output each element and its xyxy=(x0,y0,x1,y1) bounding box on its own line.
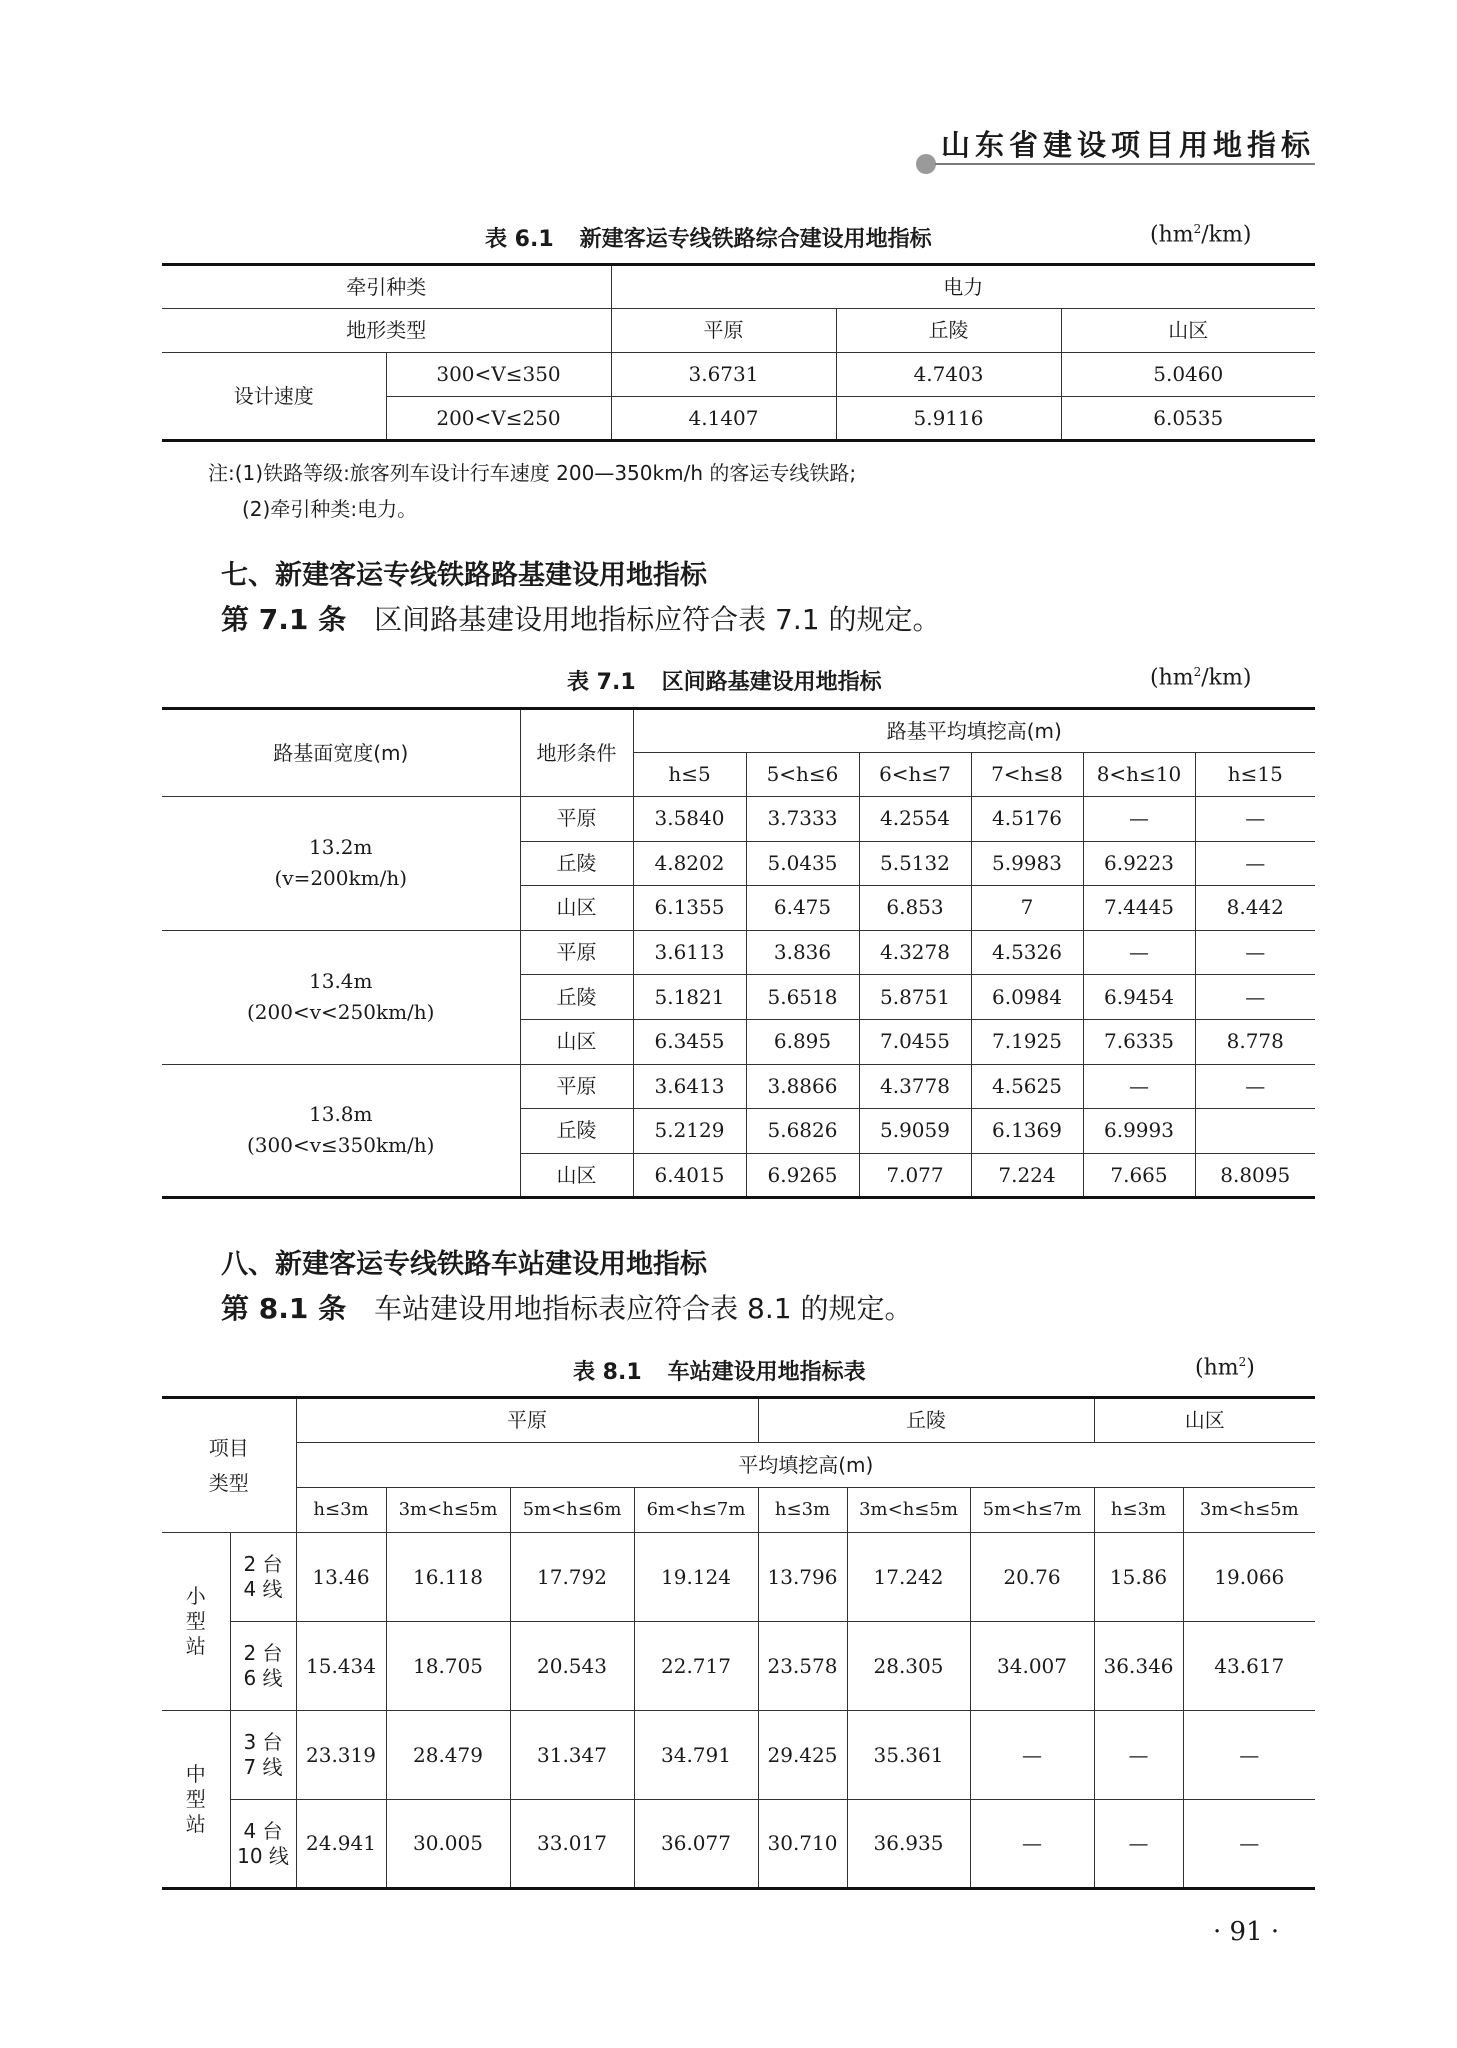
table-cell: 6.9454 xyxy=(1083,975,1195,1020)
table-cell: 13.46 xyxy=(296,1533,386,1622)
article-8-1 xyxy=(221,1287,912,1327)
table-cell: 6.895 xyxy=(746,1019,859,1064)
table-cell: 6.9223 xyxy=(1083,841,1195,886)
table-cell: 5.0435 xyxy=(746,841,859,886)
table-7-1 xyxy=(162,707,1315,1199)
table-cell: 29.425 xyxy=(758,1711,847,1800)
fill-range-header: h≤3m xyxy=(296,1488,386,1533)
station-type-small: 小 型 站 xyxy=(162,1533,230,1711)
table-6-1-unit: $(hm^2/km)$ xyxy=(1150,222,1252,248)
terrain-header: 丘陵 xyxy=(836,309,1061,353)
table-6-1-note-1: 注:(1)铁路等级:旅客列车设计行车速度 200—350km/h 的客运专线铁路; xyxy=(208,461,857,485)
table-7-1-number: 表 7.1 xyxy=(567,670,636,695)
table-cell: 6.9993 xyxy=(1083,1109,1195,1154)
table-cell: 3.6113 xyxy=(633,930,746,975)
platform-lines-cell: 2 台 4 线 xyxy=(230,1533,296,1622)
terrain-cell: 平原 xyxy=(520,1064,633,1109)
table-cell: 17.792 xyxy=(510,1533,634,1622)
roadbed-width-label: 路基面宽度(m) xyxy=(162,709,520,797)
article-7-1 xyxy=(221,598,940,638)
table-cell: — xyxy=(1083,930,1195,975)
terrain-cell: 山区 xyxy=(520,1019,633,1064)
page-number: · 91 · xyxy=(1213,1917,1280,1947)
table-cell: 8.8095 xyxy=(1195,1153,1315,1198)
table-cell: 6.9265 xyxy=(746,1153,859,1198)
table-cell: 6.853 xyxy=(859,886,971,931)
design-speed-value: (300<v≤350km/h) xyxy=(247,1133,435,1158)
table-6-1-number: 表 6.1 xyxy=(485,227,554,252)
table-cell: 43.617 xyxy=(1183,1622,1315,1711)
station-type-medium: 中 型 站 xyxy=(162,1711,230,1889)
table-cell: 22.717 xyxy=(634,1622,758,1711)
table-cell: — xyxy=(1195,975,1315,1020)
fill-range-header: 5m<h≤7m xyxy=(970,1488,1094,1533)
type-label: 类型 xyxy=(208,1470,249,1495)
table-cell: — xyxy=(1094,1711,1183,1800)
table-cell: — xyxy=(1195,930,1315,975)
table-cell: 7.4445 xyxy=(1083,886,1195,931)
table-cell: 13.796 xyxy=(758,1533,847,1622)
table-cell: 30.710 xyxy=(758,1800,847,1889)
table-cell: 23.578 xyxy=(758,1622,847,1711)
fill-range-header: 5<h≤6 xyxy=(746,753,859,797)
fill-range-header: 3m<h≤5m xyxy=(386,1488,510,1533)
table-6-1-caption xyxy=(485,222,932,253)
terrain-header: 平原 xyxy=(296,1398,758,1443)
design-speed-label: 设计速度 xyxy=(162,353,386,441)
table-cell: 4.1407 xyxy=(611,397,836,441)
roadbed-width-group xyxy=(162,797,520,931)
roadbed-width-group xyxy=(162,1064,520,1198)
table-cell: — xyxy=(970,1711,1094,1800)
terrain-header: 平原 xyxy=(611,309,836,353)
table-cell: 6.4015 xyxy=(633,1153,746,1198)
table-cell: 3.7333 xyxy=(746,797,859,842)
table-cell: 31.347 xyxy=(510,1711,634,1800)
table-cell: — xyxy=(1195,797,1315,842)
table-cell: 6.475 xyxy=(746,886,859,931)
fill-range-header: 6<h≤7 xyxy=(859,753,971,797)
table-cell: 3.8866 xyxy=(746,1064,859,1109)
table-6-1 xyxy=(162,263,1315,442)
table-cell: 4.8202 xyxy=(633,841,746,886)
section-7-heading: 七、新建客运专线铁路路基建设用地指标 xyxy=(221,560,707,591)
fill-range-header: h≤3m xyxy=(758,1488,847,1533)
table-8-1-caption xyxy=(573,1355,866,1386)
table-cell: 36.346 xyxy=(1094,1622,1183,1711)
table-cell: 16.118 xyxy=(386,1533,510,1622)
speed-range: 300<V≤350 xyxy=(386,353,611,397)
table-cell: 4.2554 xyxy=(859,797,971,842)
table-cell: 7.0455 xyxy=(859,1019,971,1064)
table-cell: 4.7403 xyxy=(836,353,1061,397)
table-cell: — xyxy=(1183,1800,1315,1889)
table-8-1-number: 表 8.1 xyxy=(573,1360,642,1385)
fill-range-header: 6m<h≤7m xyxy=(634,1488,758,1533)
table-cell: 3.5840 xyxy=(633,797,746,842)
table-cell: 5.6518 xyxy=(746,975,859,1020)
article-text: 区间路基建设用地指标应符合表 7.1 的规定。 xyxy=(374,603,941,636)
running-header-title: 山东省建设项目用地指标 xyxy=(940,128,1315,162)
platform-lines-cell: 2 台 6 线 xyxy=(230,1622,296,1711)
design-speed-value: (200<v<250km/h) xyxy=(247,1000,435,1025)
table-cell: 5.1821 xyxy=(633,975,746,1020)
table-8-1 xyxy=(162,1396,1315,1890)
table-6-1-note-2: (2)牵引种类:电力。 xyxy=(242,497,418,521)
table-cell: 5.9059 xyxy=(859,1109,971,1154)
table-cell: 23.319 xyxy=(296,1711,386,1800)
section-8-heading: 八、新建客运专线铁路车站建设用地指标 xyxy=(221,1249,707,1280)
table-cell: 7.224 xyxy=(971,1153,1083,1198)
table-cell: 28.305 xyxy=(847,1622,970,1711)
table-cell xyxy=(1195,1109,1315,1154)
article-number: 第 7.1 条 xyxy=(221,603,347,636)
table-cell: 36.077 xyxy=(634,1800,758,1889)
table-cell: — xyxy=(1094,1800,1183,1889)
table-cell: 3.836 xyxy=(746,930,859,975)
traction-label: 牵引种类 xyxy=(162,265,611,309)
table-cell: 20.76 xyxy=(970,1533,1094,1622)
table-cell: 7.6335 xyxy=(1083,1019,1195,1064)
table-cell: 5.9983 xyxy=(971,841,1083,886)
roadbed-width-group xyxy=(162,930,520,1064)
header-dot-decoration xyxy=(916,154,936,174)
terrain-cell: 丘陵 xyxy=(520,975,633,1020)
table-cell: 5.5132 xyxy=(859,841,971,886)
fill-range-header: h≤5 xyxy=(633,753,746,797)
terrain-header: 山区 xyxy=(1094,1398,1315,1443)
table-cell: 36.935 xyxy=(847,1800,970,1889)
roadbed-width-value: 13.8m xyxy=(309,1102,373,1127)
terrain-header: 丘陵 xyxy=(758,1398,1094,1443)
table-cell: — xyxy=(1083,797,1195,842)
table-cell: 6.1369 xyxy=(971,1109,1083,1154)
terrain-cell: 山区 xyxy=(520,1153,633,1198)
terrain-type-label: 地形类型 xyxy=(162,309,611,353)
table-cell: 3.6731 xyxy=(611,353,836,397)
speed-range: 200<V≤250 xyxy=(386,397,611,441)
table-cell: 5.2129 xyxy=(633,1109,746,1154)
table-cell: 7.1925 xyxy=(971,1019,1083,1064)
item-type-header xyxy=(162,1398,296,1533)
table-cell: 6.1355 xyxy=(633,886,746,931)
terrain-header: 山区 xyxy=(1061,309,1315,353)
design-speed-value: (v=200km/h) xyxy=(274,866,408,891)
table-cell: 8.778 xyxy=(1195,1019,1315,1064)
table-cell: 4.5625 xyxy=(971,1064,1083,1109)
fill-range-header: 5m<h≤6m xyxy=(510,1488,634,1533)
table-cell: 4.3278 xyxy=(859,930,971,975)
fill-range-header: 7<h≤8 xyxy=(971,753,1083,797)
table-cell: 6.0535 xyxy=(1061,397,1315,441)
table-cell: 35.361 xyxy=(847,1711,970,1800)
table-cell: 24.941 xyxy=(296,1800,386,1889)
table-cell: 34.791 xyxy=(634,1711,758,1800)
fill-height-label: 路基平均填挖高(m) xyxy=(633,709,1315,753)
platform-lines-cell: 3 台 7 线 xyxy=(230,1711,296,1800)
table-cell: 30.005 xyxy=(386,1800,510,1889)
table-cell: 15.86 xyxy=(1094,1533,1183,1622)
table-cell: 7.665 xyxy=(1083,1153,1195,1198)
table-cell: — xyxy=(1195,841,1315,886)
table-cell: 5.9116 xyxy=(836,397,1061,441)
item-label: 项目 xyxy=(208,1435,249,1460)
table-cell: 6.3455 xyxy=(633,1019,746,1064)
table-cell: 8.442 xyxy=(1195,886,1315,931)
fill-range-header: h≤3m xyxy=(1094,1488,1183,1533)
table-cell: 4.3778 xyxy=(859,1064,971,1109)
table-cell: 7.077 xyxy=(859,1153,971,1198)
table-cell: 5.8751 xyxy=(859,975,971,1020)
table-cell: 17.242 xyxy=(847,1533,970,1622)
terrain-cell: 山区 xyxy=(520,886,633,931)
table-cell: 15.434 xyxy=(296,1622,386,1711)
table-cell: 34.007 xyxy=(970,1622,1094,1711)
table-cell: 18.705 xyxy=(386,1622,510,1711)
platform-lines-cell: 4 台 10 线 xyxy=(230,1800,296,1889)
header-rule xyxy=(935,163,1315,165)
roadbed-width-value: 13.2m xyxy=(309,835,373,860)
table-cell: 28.479 xyxy=(386,1711,510,1800)
table-cell: 5.0460 xyxy=(1061,353,1315,397)
table-7-1-caption xyxy=(567,665,882,696)
table-7-1-title: 区间路基建设用地指标 xyxy=(661,670,882,695)
table-cell: 4.5326 xyxy=(971,930,1083,975)
terrain-condition-label: 地形条件 xyxy=(520,709,633,797)
terrain-cell: 丘陵 xyxy=(520,1109,633,1154)
fill-range-header: h≤15 xyxy=(1195,753,1315,797)
table-cell: 19.124 xyxy=(634,1533,758,1622)
fill-range-header: 3m<h≤5m xyxy=(1183,1488,1315,1533)
article-text: 车站建设用地指标表应符合表 8.1 的规定。 xyxy=(374,1292,913,1325)
table-cell: 6.0984 xyxy=(971,975,1083,1020)
roadbed-width-value: 13.4m xyxy=(309,969,373,994)
table-cell: — xyxy=(1183,1711,1315,1800)
table-cell: 20.543 xyxy=(510,1622,634,1711)
fill-range-header: 8<h≤10 xyxy=(1083,753,1195,797)
table-cell: 33.017 xyxy=(510,1800,634,1889)
table-cell: — xyxy=(1083,1064,1195,1109)
table-cell: — xyxy=(970,1800,1094,1889)
terrain-cell: 平原 xyxy=(520,930,633,975)
traction-value: 电力 xyxy=(611,265,1315,309)
table-cell: — xyxy=(1195,1064,1315,1109)
fill-range-header: 3m<h≤5m xyxy=(847,1488,970,1533)
table-cell: 3.6413 xyxy=(633,1064,746,1109)
table-8-1-title: 车站建设用地指标表 xyxy=(667,1360,866,1385)
avg-fill-height-label: 平均填挖高(m) xyxy=(296,1443,1315,1488)
table-cell: 7 xyxy=(971,886,1083,931)
table-cell: 4.5176 xyxy=(971,797,1083,842)
table-8-1-unit: $(hm^2)$ xyxy=(1195,1355,1255,1381)
table-7-1-unit: $(hm^2/km)$ xyxy=(1150,665,1252,691)
terrain-cell: 平原 xyxy=(520,797,633,842)
table-6-1-title: 新建客运专线铁路综合建设用地指标 xyxy=(579,227,932,252)
table-cell: 19.066 xyxy=(1183,1533,1315,1622)
table-cell: 5.6826 xyxy=(746,1109,859,1154)
article-number: 第 8.1 条 xyxy=(221,1292,347,1325)
terrain-cell: 丘陵 xyxy=(520,841,633,886)
